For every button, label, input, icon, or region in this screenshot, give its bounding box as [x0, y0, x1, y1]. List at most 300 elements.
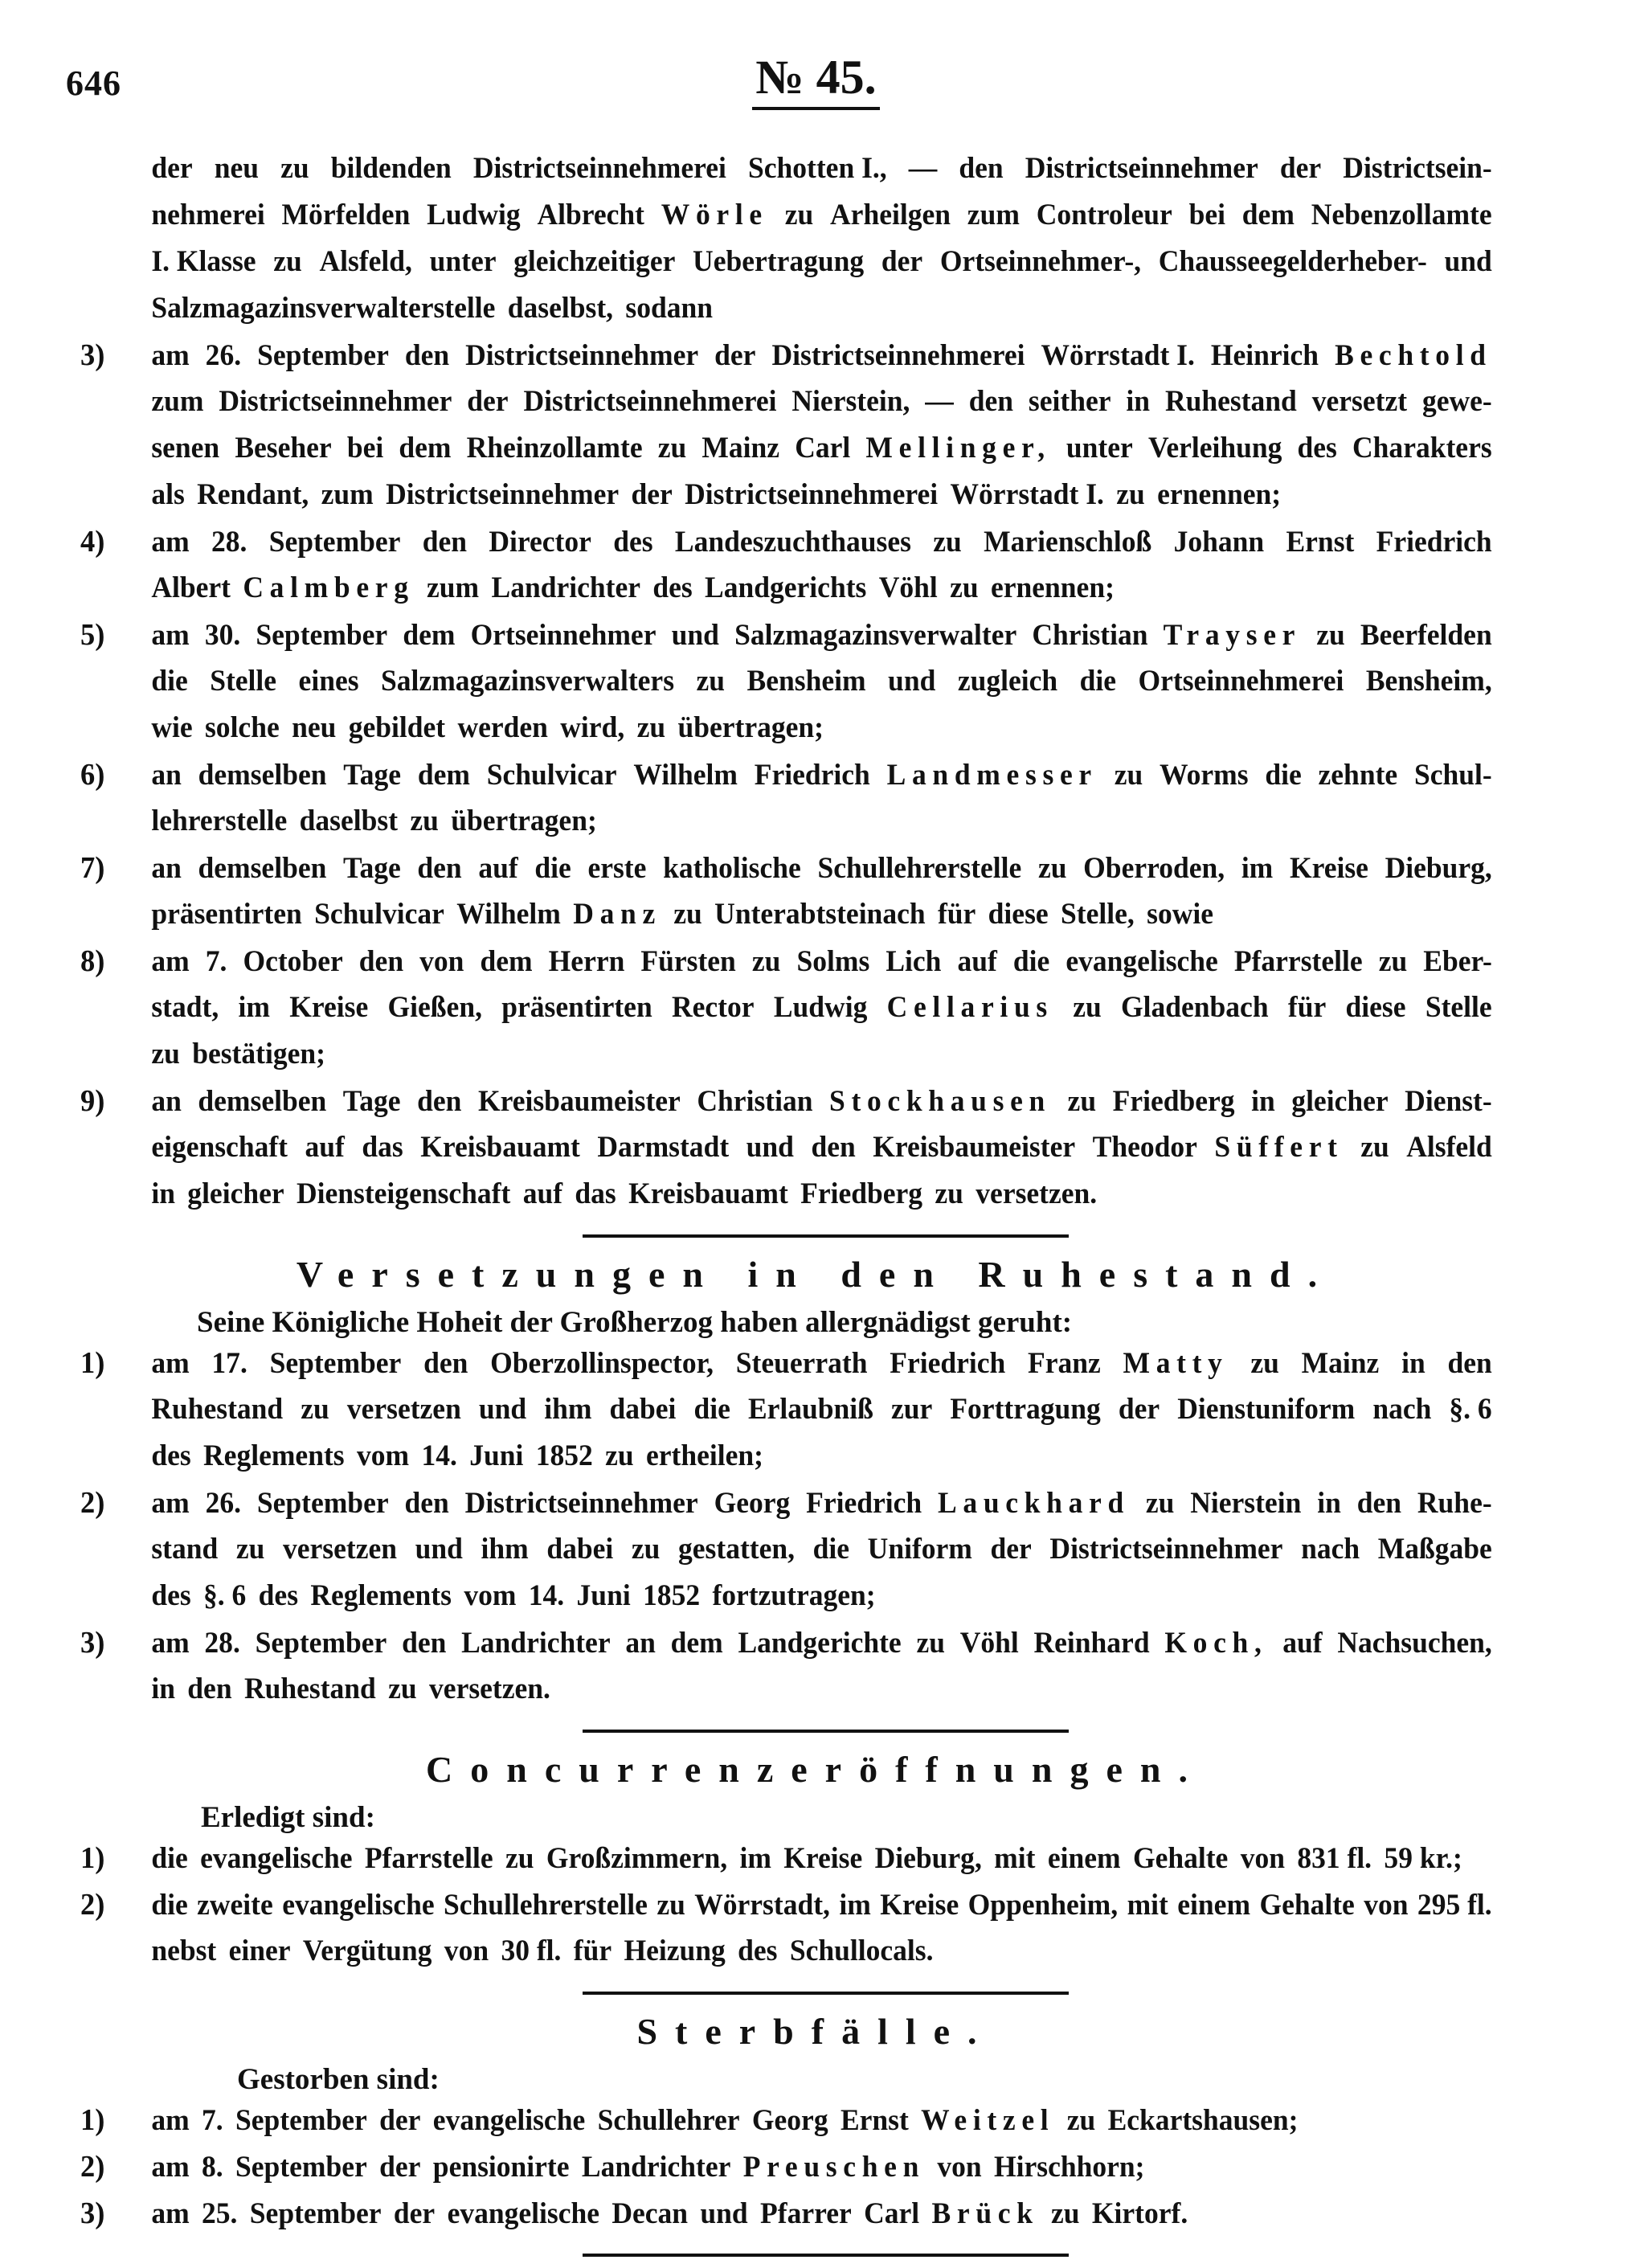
- word: an: [625, 1627, 656, 1660]
- word: Nebenzollamte: [1311, 199, 1492, 231]
- word: Rheinzollamte: [466, 432, 643, 465]
- word: versetzt: [1311, 385, 1408, 418]
- line-text: [151, 198, 1491, 232]
- word: Uniform: [867, 1533, 972, 1566]
- word: Fürsten: [640, 945, 736, 978]
- line-text: [151, 2196, 1491, 2231]
- text-line: [80, 850, 1492, 897]
- section-heading: Concurrenzeröffnungen.: [426, 1749, 1205, 1790]
- word: Wilhelm: [633, 759, 738, 792]
- text-line: [80, 710, 1492, 757]
- word: Solms: [796, 945, 870, 978]
- word: versetzen: [346, 1393, 461, 1426]
- word: Districtseinnehmerei: [771, 339, 1025, 372]
- word: ihm: [481, 1533, 529, 1566]
- word: den: [1356, 1487, 1402, 1520]
- line-text: [151, 1532, 1491, 1566]
- line-text: [151, 1841, 1491, 1876]
- word: zu: [605, 1439, 634, 1472]
- text-line: [80, 804, 1492, 850]
- word: 1852: [643, 1579, 701, 1612]
- word: von: [419, 945, 464, 978]
- word: Oberroden,: [1083, 852, 1225, 885]
- word: zu: [235, 1533, 265, 1566]
- line-text: [151, 525, 1491, 559]
- word: Süffert: [1214, 1131, 1344, 1164]
- text-line: [80, 338, 1492, 384]
- text-line: [80, 897, 1492, 944]
- word: im: [238, 991, 270, 1024]
- word: vom: [464, 1579, 517, 1612]
- word: Johann: [1173, 526, 1265, 559]
- word: gleichzeitiger: [513, 245, 676, 278]
- word: Weitzel: [921, 2104, 1055, 2137]
- word: evangelische: [282, 1889, 435, 1922]
- text-line: [80, 244, 1492, 291]
- word: Districtseinnehmer: [219, 385, 452, 418]
- word: Friedrich: [806, 1487, 922, 1520]
- word: Alsfeld,: [319, 245, 412, 278]
- word: Mellinger,: [865, 432, 1051, 465]
- word: Kreisbauamt: [628, 1177, 788, 1210]
- line-text: [151, 1084, 1491, 1119]
- word: Maßgabe: [1377, 1533, 1492, 1566]
- word: zu: [751, 945, 781, 978]
- word: Stelle: [210, 665, 277, 698]
- word: 28.: [204, 1627, 240, 1660]
- word: pensionirte: [432, 2151, 570, 2184]
- word: ihm: [544, 1393, 592, 1426]
- word: Oberzollinspector,: [490, 1347, 714, 1380]
- word: 17.: [211, 1347, 247, 1380]
- word: von: [444, 1934, 489, 1967]
- word: zu: [505, 1842, 534, 1875]
- word: Kreise: [783, 1842, 863, 1875]
- item-number: 4): [80, 525, 105, 559]
- text-line: [80, 2102, 1492, 2149]
- word: von: [1240, 1842, 1285, 1875]
- word: Districtseinnehmer: [1025, 152, 1258, 185]
- text-line: [80, 2196, 1492, 2242]
- word: Trayser: [1163, 619, 1302, 652]
- word: Gehalte: [1132, 1842, 1229, 1875]
- word: Kreise: [880, 1889, 959, 1922]
- word: am: [151, 2197, 190, 2230]
- word: mit: [994, 1842, 1036, 1875]
- word: zu: [410, 804, 439, 837]
- word: und: [478, 1393, 527, 1426]
- word: der: [1279, 152, 1322, 185]
- word: Salzmagazinsverwalter: [734, 619, 1017, 652]
- word: am: [151, 1487, 190, 1520]
- word: Marienschloß: [984, 526, 1152, 559]
- word: evangelische: [200, 1842, 353, 1875]
- word: des: [613, 526, 653, 559]
- word: das: [575, 1177, 616, 1210]
- word: Kreise: [289, 991, 369, 1024]
- word: Ruhestand: [151, 1393, 284, 1426]
- word: Reinhard: [1033, 1627, 1150, 1660]
- word: evangelische: [447, 2197, 599, 2230]
- word: zu: [657, 432, 687, 465]
- word: nach: [1301, 1533, 1360, 1566]
- word: zu: [273, 245, 302, 278]
- word: zu: [1073, 991, 1102, 1024]
- word: für: [1287, 991, 1327, 1024]
- word: der: [393, 2197, 436, 2230]
- word: lehrerstelle: [151, 804, 288, 837]
- item-number: 1): [80, 1346, 105, 1380]
- word: zu: [1037, 852, 1067, 885]
- word: solche: [204, 711, 280, 744]
- word: stadt,: [151, 991, 219, 1024]
- line-text: [151, 291, 1491, 325]
- word: einem: [1177, 1889, 1251, 1922]
- word: September: [256, 619, 388, 652]
- word: Oppenheim,: [967, 1889, 1119, 1922]
- page-body: [80, 151, 1551, 2268]
- line-text: [151, 1346, 1491, 1381]
- word: Stelle: [1425, 991, 1492, 1024]
- word: Friedrich: [754, 759, 870, 792]
- word: Wörle: [661, 199, 768, 231]
- word: am: [151, 2104, 190, 2137]
- word: und: [746, 1131, 794, 1164]
- word: Ortseinnehmer-,: [939, 245, 1142, 278]
- text-line: [80, 1037, 1492, 1083]
- word: Dieburg,: [1385, 852, 1492, 885]
- word: 30 fl.: [501, 1934, 562, 1967]
- word: Eckartshausen;: [1107, 2104, 1299, 2137]
- word: ernennen;: [1157, 478, 1282, 511]
- line-text: [151, 1626, 1491, 1660]
- text-line: [80, 384, 1492, 431]
- word: Ludwig: [427, 199, 521, 231]
- text-line: [80, 477, 1492, 524]
- text-line: [80, 1578, 1492, 1625]
- text-line: [80, 1392, 1492, 1439]
- word: präsentirten: [501, 991, 652, 1024]
- word: Landrichter: [461, 1627, 611, 1660]
- word: unter: [1066, 432, 1133, 465]
- word: September: [269, 1347, 402, 1380]
- word: Reglements: [310, 1579, 452, 1612]
- line-text: [151, 1392, 1491, 1427]
- word: Dienstuniform: [1177, 1393, 1356, 1426]
- item-number: 8): [80, 944, 105, 978]
- text-line: [80, 1485, 1492, 1532]
- line-text: [151, 384, 1491, 419]
- word: die: [151, 1889, 188, 1922]
- word: der: [714, 339, 756, 372]
- word: Herrn: [548, 945, 625, 978]
- word: Wörrstadt I.: [1041, 339, 1195, 372]
- word: und: [888, 665, 936, 698]
- word: versetzen: [283, 1533, 398, 1566]
- text-line: [80, 1177, 1492, 1223]
- section-intro: Erledigt sind:: [201, 1801, 375, 1834]
- word: 28.: [211, 526, 247, 559]
- word: Theodor: [1092, 1131, 1197, 1164]
- word: zu: [935, 1177, 963, 1210]
- word: Worms: [1160, 759, 1249, 792]
- word: Schulvicar: [314, 898, 444, 931]
- word: Chausseegelderheber-: [1158, 245, 1427, 278]
- word: stand: [151, 1533, 219, 1566]
- word: der: [151, 152, 193, 185]
- word: diese: [988, 898, 1049, 931]
- line-text: [151, 804, 1491, 838]
- word: übertragen;: [677, 711, 824, 744]
- word: Districtseinnehmerei: [472, 152, 726, 185]
- word: Pfarrer: [760, 2197, 852, 2230]
- word: Ruhe-: [1417, 1487, 1492, 1520]
- word: Beerfelden: [1360, 619, 1492, 652]
- word: zu: [388, 1672, 417, 1705]
- word: Nachsuchen,: [1337, 1627, 1492, 1660]
- word: Carl: [795, 432, 851, 465]
- word: am: [151, 526, 190, 559]
- word: Landrichter: [581, 2151, 731, 2184]
- word: Districtsein-: [1343, 152, 1492, 185]
- word: Kirtorf.: [1091, 2197, 1188, 2230]
- word: Unterabtsteinach: [714, 898, 926, 931]
- word: vom: [356, 1439, 410, 1472]
- word: in: [151, 1672, 175, 1705]
- word: diese: [1345, 991, 1406, 1024]
- line-text: [151, 618, 1491, 653]
- word: zu: [151, 1038, 180, 1071]
- word: nach: [1372, 1393, 1432, 1426]
- word: auf: [478, 852, 518, 885]
- line-text: [151, 1486, 1491, 1521]
- word: 1852: [535, 1439, 593, 1472]
- word: zu: [950, 571, 979, 604]
- word: Cellarius: [886, 991, 1053, 1024]
- word: dem: [403, 619, 456, 652]
- word: September: [256, 1487, 389, 1520]
- line-text: [151, 758, 1491, 792]
- word: Decan: [611, 2197, 689, 2230]
- section-intro: Gestorben sind:: [237, 2063, 440, 2096]
- text-line: [80, 757, 1492, 804]
- text-line: [80, 1672, 1492, 1718]
- word: Danz: [573, 898, 661, 931]
- word: in: [1317, 1487, 1341, 1520]
- word: Arheilgen: [830, 199, 951, 231]
- word: §. 6: [1449, 1393, 1492, 1426]
- word: an: [151, 1085, 182, 1118]
- word: auf: [957, 945, 997, 978]
- word: Charakters: [1352, 432, 1492, 465]
- section-divider: [583, 2254, 1069, 2257]
- word: Juni: [469, 1439, 524, 1472]
- word: Georg: [751, 2104, 828, 2137]
- line-text: [151, 944, 1491, 979]
- word: den: [417, 1085, 462, 1118]
- word: demselben: [198, 759, 327, 792]
- word: Franz: [1028, 1347, 1101, 1380]
- word: Nierstein: [1190, 1487, 1302, 1520]
- word: September: [235, 2151, 367, 2184]
- line-text: [151, 477, 1491, 512]
- word: Ludwig: [773, 991, 868, 1024]
- line-text: [151, 664, 1491, 698]
- item-number: 9): [80, 1084, 105, 1118]
- text-line: [80, 291, 1492, 338]
- word: die: [1265, 759, 1302, 792]
- text-line: [80, 198, 1492, 244]
- word: Salzmagazinsverwalterstelle: [151, 292, 496, 325]
- word: auf: [305, 1131, 345, 1164]
- word: den: [402, 1627, 447, 1660]
- line-text: [151, 1672, 1491, 1706]
- item-number: 2): [80, 1888, 105, 1922]
- word: die: [693, 1393, 730, 1426]
- item-number: 1): [80, 1841, 105, 1875]
- word: zum: [427, 571, 480, 604]
- word: des: [1297, 432, 1337, 465]
- word: Dienst-: [1405, 1085, 1492, 1118]
- section-divider: [583, 1992, 1069, 1995]
- word: am: [151, 619, 190, 652]
- word: demselben: [198, 852, 327, 885]
- word: 26.: [205, 339, 242, 372]
- word: September: [255, 1627, 387, 1660]
- word: für: [937, 898, 976, 931]
- word: dem: [1241, 199, 1295, 231]
- word: Mainz: [701, 432, 780, 465]
- line-text: [151, 1934, 1491, 1968]
- word: 7.: [205, 945, 227, 978]
- word: Heinrich: [1210, 339, 1319, 372]
- word: am: [151, 1627, 190, 1660]
- word: Schullehrerstelle: [817, 852, 1022, 885]
- word: von: [937, 2151, 982, 2184]
- section-heading: Versetzungen in den Ruhestand.: [296, 1254, 1335, 1295]
- word: Wilhelm: [456, 898, 561, 931]
- word: die: [151, 665, 188, 698]
- word: Landgerichts: [705, 571, 867, 604]
- word: Albrecht: [537, 199, 644, 231]
- word: einer: [228, 1934, 291, 1967]
- word: Stelle,: [1061, 898, 1135, 931]
- section-intro: Seine Königliche Hoheit der Großherzog haben allergnädigst geruht:: [197, 1306, 1073, 1339]
- word: evangelische: [432, 2104, 586, 2137]
- word: 25.: [202, 2197, 238, 2230]
- line-text: [151, 897, 1491, 931]
- word: Uebertragung: [693, 245, 865, 278]
- text-line: [80, 944, 1492, 990]
- word: October: [243, 945, 343, 978]
- word: die: [151, 1842, 188, 1875]
- word: zu: [301, 1393, 329, 1426]
- word: Landmesser: [886, 759, 1098, 792]
- word: Vöhl: [959, 1627, 1019, 1660]
- word: die: [1012, 945, 1050, 978]
- word: Kreisbaumeister: [477, 1085, 681, 1118]
- word: Heizung: [624, 1934, 726, 1967]
- word: zu: [656, 1889, 685, 1922]
- page-number: 646: [66, 63, 121, 103]
- word: zu: [1316, 619, 1345, 652]
- word: gewe-: [1421, 385, 1492, 418]
- section-divider: [583, 1730, 1069, 1733]
- word: Bensheim: [746, 665, 866, 698]
- word: gleicher: [1291, 1085, 1389, 1118]
- word: Hirschhorn;: [994, 2151, 1145, 2184]
- word: 7.: [202, 2104, 223, 2137]
- line-text: [151, 990, 1491, 1025]
- word: zu: [916, 1627, 945, 1660]
- word: sowie: [1147, 898, 1213, 931]
- word: Schullehrer: [597, 2104, 740, 2137]
- word: versetzen.: [429, 1672, 550, 1705]
- word: im: [839, 1889, 871, 1922]
- word: in: [1401, 1347, 1425, 1380]
- line-text: [151, 1439, 1491, 1473]
- line-text: [151, 851, 1491, 886]
- word: dem: [417, 759, 470, 792]
- word: Districtseinnehmerei: [685, 478, 939, 511]
- item-number: 3): [80, 2196, 105, 2230]
- item-number: 6): [80, 758, 105, 792]
- word: Ernst: [1286, 526, 1355, 559]
- word: Preuschen: [742, 2151, 926, 2184]
- issue-number-text: № 45.: [752, 50, 879, 110]
- word: seither: [1028, 385, 1111, 418]
- word: dabei: [609, 1393, 677, 1426]
- word: und: [1444, 245, 1492, 278]
- word: den: [187, 1672, 232, 1705]
- word: des: [738, 1934, 778, 1967]
- word: fortzutragen;: [712, 1579, 876, 1612]
- word: den: [1447, 1347, 1492, 1380]
- word: zu: [1250, 1347, 1279, 1380]
- word: übertragen;: [451, 804, 597, 837]
- word: Friedberg: [1112, 1085, 1235, 1118]
- word: zum: [967, 199, 1020, 231]
- word: im: [739, 1842, 771, 1875]
- word: ernennen;: [990, 571, 1115, 604]
- word: nehmerei: [151, 199, 265, 231]
- word: Koch,: [1164, 1627, 1268, 1660]
- word: zu: [696, 665, 726, 698]
- word: September: [257, 339, 389, 372]
- word: den: [811, 1131, 856, 1164]
- line-text: [151, 338, 1491, 373]
- word: Bensheim,: [1365, 665, 1492, 698]
- word: Ernst: [840, 2104, 909, 2137]
- word: Lich: [886, 945, 942, 978]
- word: des: [652, 571, 693, 604]
- line-text: [151, 151, 1491, 186]
- word: die: [534, 852, 571, 885]
- word: der: [467, 385, 509, 418]
- item-number: 5): [80, 618, 105, 652]
- word: September: [268, 526, 401, 559]
- word: §. 6: [203, 1579, 247, 1612]
- word: Forttragung: [950, 1393, 1101, 1426]
- word: Pfarrstelle: [1233, 945, 1363, 978]
- word: Districtseinnehmerei: [523, 385, 777, 418]
- word: unter: [429, 245, 497, 278]
- word: evangelische: [1066, 945, 1218, 978]
- word: zu: [1378, 945, 1408, 978]
- word: ertheilen;: [645, 1439, 763, 1472]
- section-heading: Sterbfälle.: [636, 2011, 995, 2052]
- issue-number: [0, 50, 1632, 110]
